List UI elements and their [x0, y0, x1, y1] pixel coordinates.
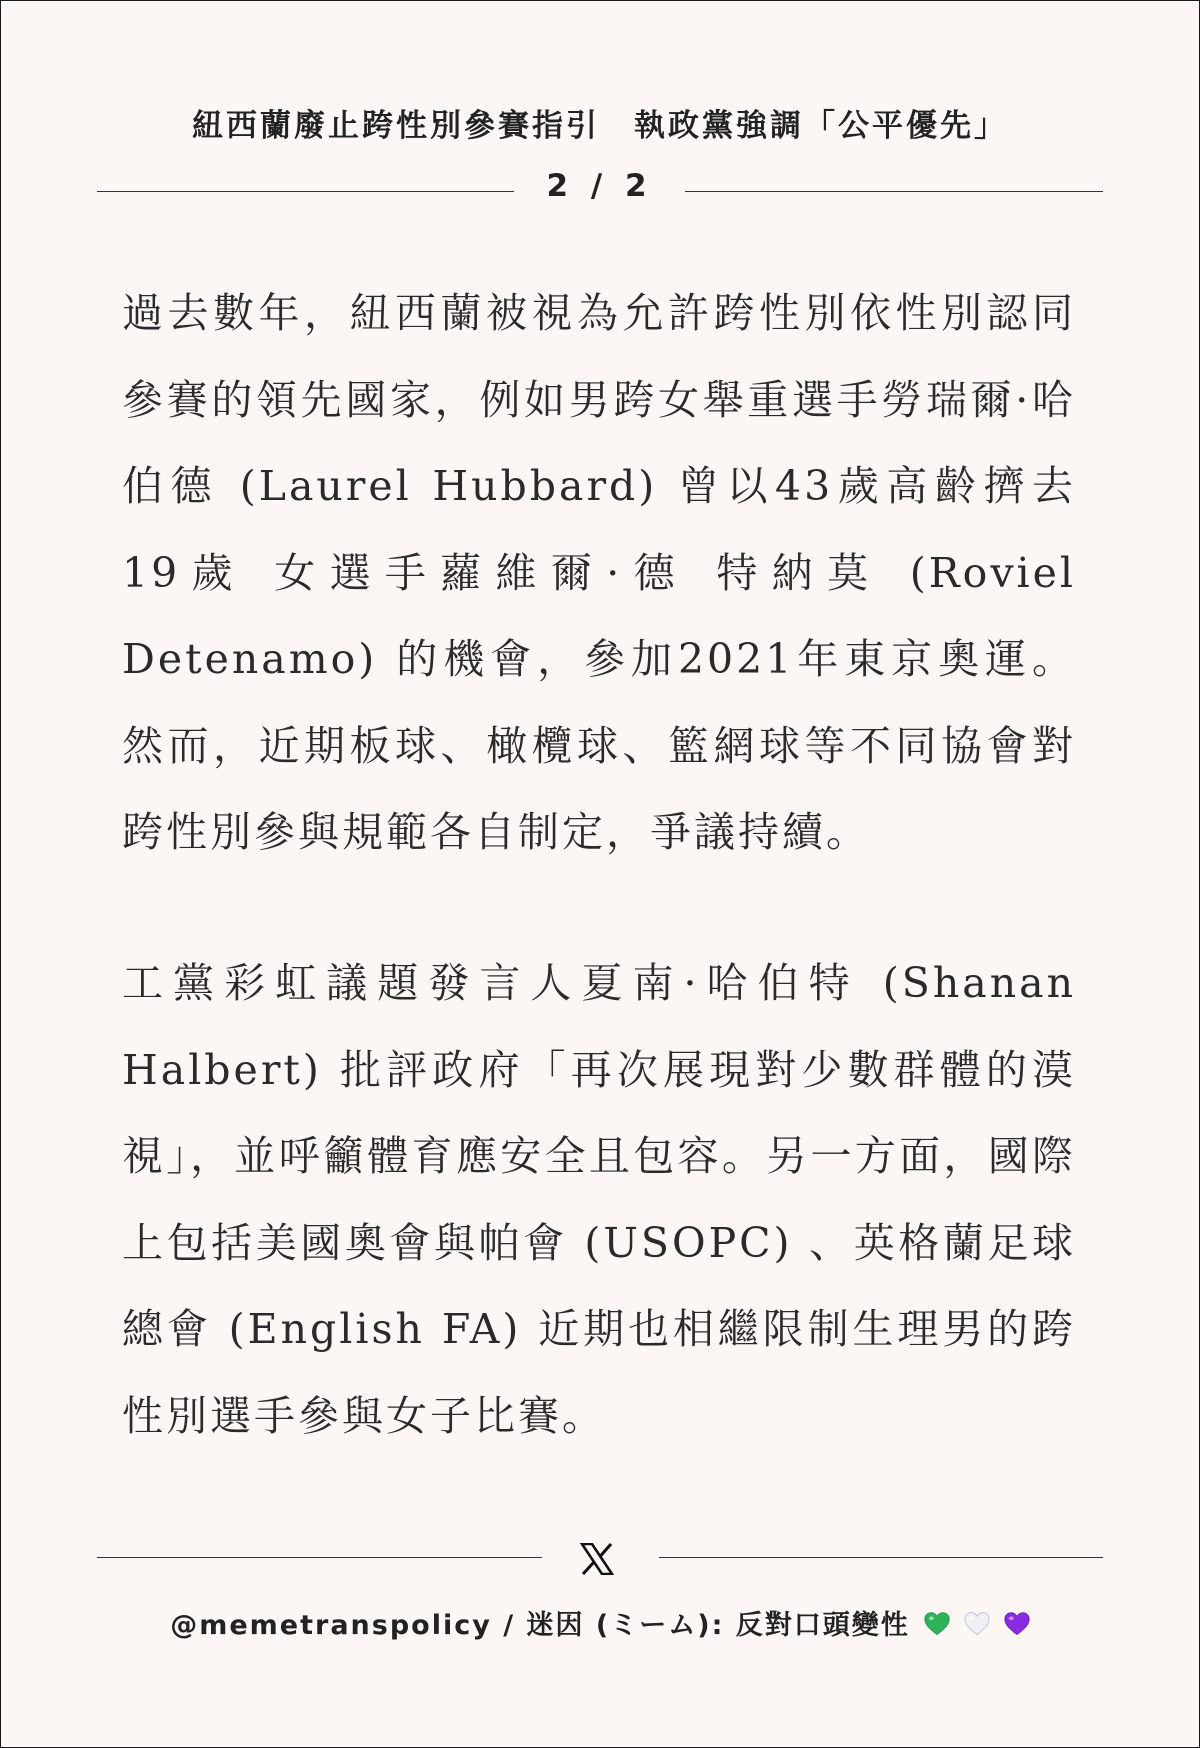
page-indicator: 2 / 2: [546, 168, 653, 204]
article-paragraph-2: 工黨彩虹議題發言人夏南·哈伯特 (Shanan Halbert) 批評政府「再次展現對少數群體的漠視」，並呼籲體育應安全且包容。另一方面，國際上包括美國奧會與帕會 (USOPC) 、英格蘭足球總會 (English FA) 近期也相繼限制生理男的跨性別選手參與女子比賽。: [122, 959, 1076, 1440]
header-divider-right: [685, 191, 1103, 192]
footer-handle: @memetranspolicy / 迷因 (ミーム): 反對口頭變性: [170, 1610, 910, 1641]
purple-heart-icon: [1004, 1611, 1030, 1637]
footer-divider-right: [659, 1557, 1103, 1558]
post-title: 紐西蘭廢止跨性別參賽指引 執政黨強調「公平優先」: [192, 108, 1008, 144]
footer-credit: [0, 1603, 1200, 1642]
white-heart-icon: [964, 1611, 990, 1637]
x-logo-icon: [580, 1543, 614, 1575]
green-heart-icon: [924, 1611, 950, 1637]
header-divider-left: [97, 191, 514, 192]
article-paragraph-1: 過去數年，紐西蘭被視為允許跨性別依性別認同參賽的領先國家，例如男跨女舉重選手勞瑞爾·哈伯德 (Laurel Hubbard) 曾以43歲高齡擠去19歲 女選手蘿維爾·德 特納莫 (Roviel Detenamo) 的機會，參加2021年東京奧運。然而，近期板球、橄欖球、籃網球等不同協會對跨性別參與規範各自制定，爭議持續。: [122, 289, 1076, 856]
footer-divider-left: [97, 1557, 542, 1558]
